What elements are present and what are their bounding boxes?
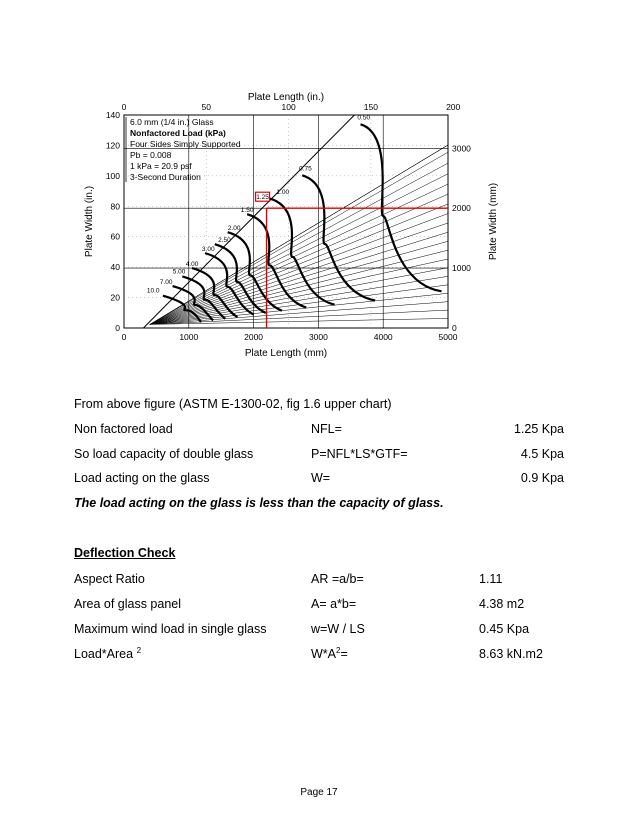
tick-label-x-bottom: 4000 (373, 332, 393, 342)
highlight-curve-label: 1.25 (256, 194, 269, 202)
area-row (74, 597, 564, 613)
row-label: Non factored load (74, 422, 173, 436)
row-label: Load acting on the glass (74, 471, 210, 485)
load-row (74, 471, 564, 487)
wind-load-row (74, 622, 564, 638)
page-footer: Page 17 (300, 787, 338, 798)
row-value: 0.45 Kpa (479, 622, 530, 636)
row-label: Aspect Ratio (74, 572, 145, 586)
tick-label-y-right: 1000 (452, 263, 471, 274)
row-value: 4.5 Kpa (520, 447, 564, 461)
row-label: So load capacity of double glass (74, 447, 254, 461)
tick-label-y-left: 60 (110, 231, 120, 242)
tick-label-x-top: 0 (121, 102, 127, 112)
nfl-chart-svg (76, 88, 516, 363)
curve-label: 10.0 (146, 287, 160, 295)
legend-line: Pb = 0.008 (130, 150, 172, 160)
curve-label: 4.00 (185, 261, 199, 269)
curve-label: 3.00 (201, 246, 215, 254)
tick-label-y-right: 2000 (452, 203, 471, 214)
tick-label-y-left: 20 (110, 292, 120, 303)
row-formula: NFL= (311, 422, 342, 436)
tick-label-y-left: 140 (105, 110, 120, 120)
legend-line: Four Sides Simply Supported (130, 139, 241, 149)
conclusion-text: The load acting on the glass is less than the capacity of glass. (74, 496, 444, 510)
tick-label-x-top: 100 (281, 102, 296, 112)
axis-title-right: Plate Width (mm) (488, 182, 499, 261)
load-area-row (74, 647, 564, 663)
row-formula: W= (311, 471, 331, 485)
row-label: Maximum wind load in single glass (74, 622, 267, 636)
row-value: 1.25 Kpa (513, 422, 564, 436)
tick-label-y-left: 0 (115, 323, 120, 333)
legend-line: Nonfactored Load (kPa) (130, 128, 226, 138)
axis-title-left: Plate Width (in.) (84, 185, 95, 258)
tick-label-y-left: 120 (105, 140, 120, 151)
legend-line: 3-Second Duration (130, 172, 201, 182)
tick-label-x-bottom: 5000 (438, 332, 458, 342)
row-formula: P=NFL*LS*GTF= (311, 447, 408, 461)
tick-label-y-right: 3000 (452, 143, 471, 154)
intro-text: From above figure (ASTM E-1300-02, fig 1.6 upper chart) (74, 397, 392, 411)
tick-label-x-top: 200 (446, 102, 461, 112)
aspect-ratio-line (150, 232, 448, 324)
curve-label: 1.50 (240, 207, 254, 215)
row-label: Area of glass panel (74, 597, 182, 611)
row-formula: AR =a/b= (311, 572, 364, 586)
curve-label: 2.50 (218, 237, 231, 245)
deflection-heading: Deflection Check (74, 546, 176, 560)
aspect-ratio-row (74, 572, 564, 588)
aspect-ratio-line (150, 241, 448, 324)
capacity-row (74, 447, 564, 463)
curve-label: 0.50 (357, 114, 371, 122)
row-value: 1.11 (479, 572, 503, 586)
tick-label-x-bottom: 3000 (308, 332, 328, 342)
curve-label: 2.00 (227, 225, 241, 233)
load-curve (192, 268, 237, 317)
curve-label: 1.00 (276, 189, 290, 197)
tick-label-x-bottom: 2000 (244, 332, 264, 342)
axis-title-bottom: Plate Length (mm) (244, 348, 328, 359)
tick-label-y-left: 40 (110, 262, 120, 273)
legend-line: 1 kPa = 20.9 psf (130, 161, 192, 171)
aspect-ratio-line (150, 318, 448, 324)
row-value: 8.63 kN.m2 (479, 647, 543, 661)
curve-label: 7.00 (159, 279, 173, 287)
row-formula: w=W / LS (311, 622, 365, 636)
row-label: Load*Area $^2$ (74, 645, 142, 661)
tick-label-x-bottom: 1000 (179, 332, 199, 342)
row-formula: $W*A^2=$ (311, 645, 348, 661)
tick-label-x-bottom: 0 (121, 332, 127, 342)
curve-label: 5.00 (172, 268, 186, 276)
tick-label-y-left: 80 (110, 201, 120, 212)
row-value: 4.38 m2 (479, 597, 525, 611)
legend-line: 6.0 mm (1/4 in.) Glass (130, 117, 214, 127)
axis-title-top: Plate Length (in.) (247, 92, 325, 103)
tick-label-x-top: 150 (363, 102, 378, 112)
row-formula: A= a*b= (311, 597, 357, 611)
tick-label-y-right: 0 (452, 323, 457, 333)
curve-label: 0.75 (299, 165, 312, 173)
nfl-chart (76, 88, 516, 363)
row-value: 0.9 Kpa (520, 471, 564, 485)
tick-label-x-top: 50 (201, 102, 212, 112)
tick-label-y-left: 100 (105, 170, 120, 181)
nfl-row (74, 422, 564, 438)
